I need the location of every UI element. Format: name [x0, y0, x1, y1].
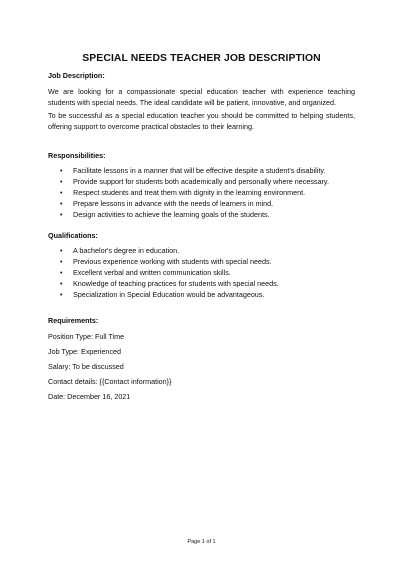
document-title: SPECIAL NEEDS TEACHER JOB DESCRIPTION — [82, 53, 321, 64]
responsibility-item: • Design activities to achieve the learning goals of the students. — [60, 210, 270, 219]
qualification-item: • A bachelor's degree in education. — [60, 246, 180, 255]
bullet-icon: • — [60, 210, 63, 219]
date: Date: December 16, 2021 — [48, 392, 131, 401]
qualification-item: • Specialization in Special Education would be advantageous. — [60, 290, 265, 299]
bullet-icon: • — [60, 177, 63, 186]
job-description-paragraph-2: To be successful as a special education teacher you should be committed to helping students, offering support to overcome practical obstacles to their learning. — [48, 111, 355, 131]
qualifications-list — [48, 245, 355, 300]
salary: Salary: To be discussed — [48, 362, 124, 371]
bullet-icon: • — [60, 246, 63, 255]
requirements-heading: Requirements: — [48, 316, 99, 325]
bullet-icon: • — [60, 166, 63, 175]
qualifications-heading: Qualifications: — [48, 231, 98, 240]
responsibilities-heading: Responsibilities: — [48, 151, 106, 160]
bullet-icon: • — [60, 279, 63, 288]
responsibilities-list — [48, 165, 355, 220]
responsibility-item: • Respect students and treat them with dignity in the learning environment. — [60, 188, 306, 197]
position-type: Position Type: Full Time — [48, 332, 125, 341]
responsibility-item: • Prepare lessons in advance with the needs of learners in mind. — [60, 199, 274, 208]
qualification-item: • Knowledge of teaching practices for students with special needs. — [60, 279, 279, 288]
job-description-heading: Job Description: — [48, 71, 105, 80]
bullet-icon: • — [60, 257, 63, 266]
responsibility-item: • Provide support for students both academically and personally where necessary. — [60, 177, 329, 186]
bullet-icon: • — [60, 268, 63, 277]
page-footer: Page 1 of 1 — [187, 539, 216, 545]
bullet-icon: • — [60, 188, 63, 197]
job-type: Job Type: Experienced — [48, 347, 121, 356]
contact-details: Contact details: {{Contact information}} — [48, 377, 172, 386]
responsibility-item: • Facilitate lessons in a manner that will be effective despite a student's disability. — [60, 166, 326, 175]
qualification-item: • Excellent verbal and written communication skills. — [60, 268, 231, 277]
bullet-icon: • — [60, 199, 63, 208]
bullet-icon: • — [60, 290, 63, 299]
job-description-paragraph-1: We are looking for a compassionate special education teacher with experience teaching students with special needs. The ideal candidate will be patient, innovative, and organized. — [48, 87, 355, 107]
qualification-item: • Previous experience working with students with special needs. — [60, 257, 272, 266]
